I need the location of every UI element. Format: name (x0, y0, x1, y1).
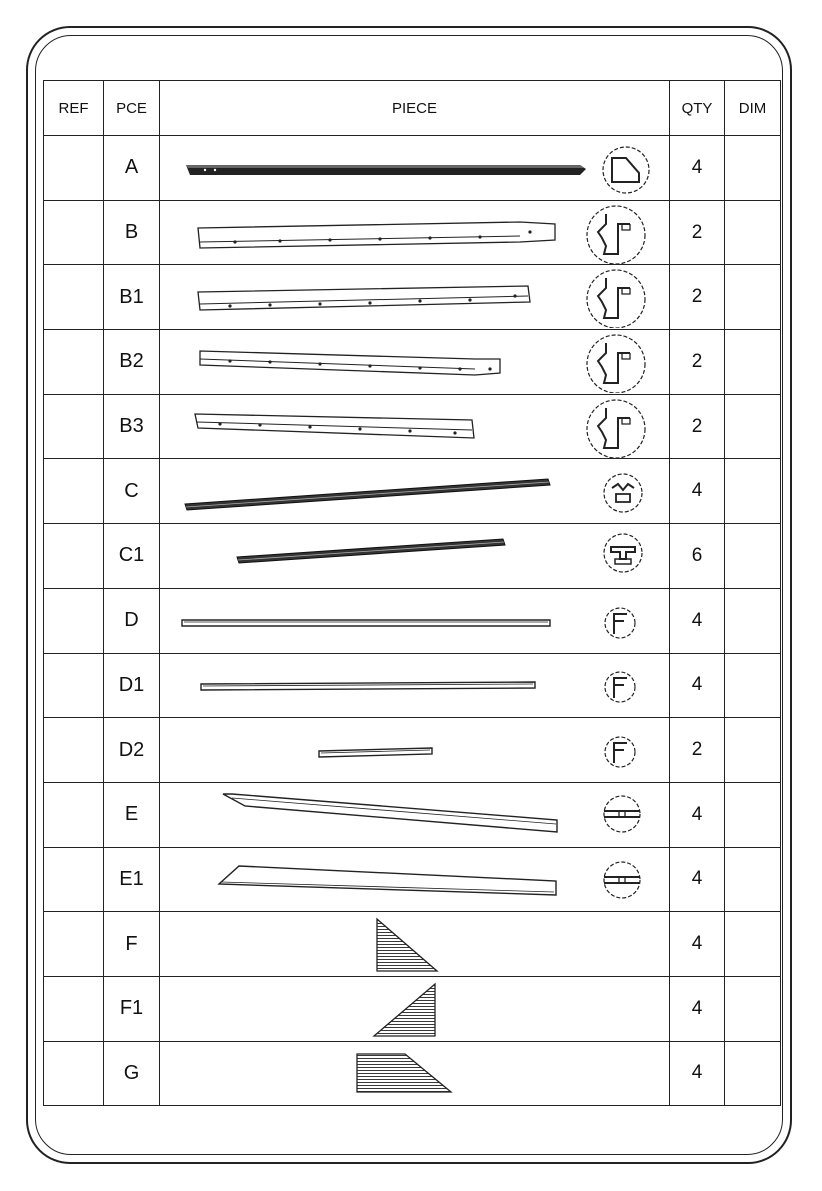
pce-cell: E (104, 782, 160, 847)
ref-cell (44, 782, 104, 847)
table-row (44, 588, 781, 653)
qty-cell: 4 (670, 653, 725, 718)
dim-cell (725, 718, 781, 783)
channel-profile-icon (587, 400, 645, 458)
flat-profile-icon (605, 672, 635, 702)
table-row (44, 200, 781, 265)
header-row (44, 81, 781, 136)
bar-profile-icon (604, 862, 640, 898)
table-row (44, 912, 781, 977)
channel-profile-icon (587, 270, 645, 328)
pce-cell: E1 (104, 847, 160, 912)
piece-cell (160, 1041, 670, 1106)
ref-cell (44, 1041, 104, 1106)
piece-cell (160, 653, 670, 718)
dim-cell (725, 653, 781, 718)
table-row (44, 1041, 781, 1106)
qty-cell: 2 (670, 265, 725, 330)
qty-cell: 4 (670, 976, 725, 1041)
piece-cell (160, 912, 670, 977)
qty-cell: 4 (670, 459, 725, 524)
piece-cell (160, 847, 670, 912)
pce-cell: C (104, 459, 160, 524)
ref-cell (44, 136, 104, 201)
ref-cell (44, 718, 104, 783)
header-dim: DIM (725, 81, 781, 136)
piece-drawing-b3 (160, 396, 670, 458)
dim-cell (725, 265, 781, 330)
table-row (44, 653, 781, 718)
ref-cell (44, 847, 104, 912)
qty-cell: 2 (670, 330, 725, 395)
dim-cell (725, 136, 781, 201)
triangle-panel-icon (374, 984, 435, 1036)
piece-cell (160, 524, 670, 589)
dim-cell (725, 394, 781, 459)
qty-cell: 2 (670, 200, 725, 265)
flat-profile-icon (605, 737, 635, 767)
ref-cell (44, 524, 104, 589)
qty-cell: 4 (670, 136, 725, 201)
table-row (44, 782, 781, 847)
dim-cell (725, 782, 781, 847)
pce-cell: D1 (104, 653, 160, 718)
flat-profile-icon (605, 608, 635, 638)
pce-cell: C1 (104, 524, 160, 589)
pce-cell: D (104, 588, 160, 653)
ref-cell (44, 588, 104, 653)
pce-cell: A (104, 136, 160, 201)
piece-drawing-b1 (160, 266, 670, 328)
piece-drawing-f (160, 913, 670, 975)
dim-cell (725, 524, 781, 589)
table-row (44, 976, 781, 1041)
ref-cell (44, 912, 104, 977)
channel-profile-icon (587, 206, 645, 264)
channel-profile-icon (587, 335, 645, 393)
qty-cell: 6 (670, 524, 725, 589)
piece-cell (160, 782, 670, 847)
bar-profile-icon (604, 796, 640, 832)
piece-cell (160, 330, 670, 395)
pce-cell: B (104, 200, 160, 265)
qty-cell: 4 (670, 588, 725, 653)
table-row (44, 459, 781, 524)
table-row (44, 265, 781, 330)
table-row (44, 136, 781, 201)
dim-cell (725, 976, 781, 1041)
pce-cell: B2 (104, 330, 160, 395)
piece-drawing-c (160, 460, 670, 522)
header-ref: REF (44, 81, 104, 136)
piece-drawing-a (160, 137, 670, 199)
qty-cell: 2 (670, 394, 725, 459)
piece-drawing-d2 (160, 719, 670, 781)
pce-cell: F (104, 912, 160, 977)
ref-cell (44, 653, 104, 718)
ref-cell (44, 976, 104, 1041)
dim-cell (725, 588, 781, 653)
ref-cell (44, 265, 104, 330)
piece-drawing-g (160, 1042, 670, 1104)
dim-cell (725, 200, 781, 265)
piece-drawing-e1 (160, 848, 670, 910)
triangle-panel-icon (377, 919, 437, 971)
piece-cell (160, 394, 670, 459)
piece-cell (160, 265, 670, 330)
dim-cell (725, 912, 781, 977)
header-pce: PCE (104, 81, 160, 136)
header-qty: QTY (670, 81, 725, 136)
qty-cell: 2 (670, 718, 725, 783)
piece-cell (160, 200, 670, 265)
piece-cell (160, 136, 670, 201)
piece-drawing-d1 (160, 654, 670, 716)
piece-drawing-e (160, 784, 670, 846)
pce-cell: B1 (104, 265, 160, 330)
piece-drawing-b (160, 202, 670, 264)
table-row (44, 330, 781, 395)
trapezoid-panel-icon (357, 1054, 451, 1092)
qty-cell: 4 (670, 1041, 725, 1106)
piece-drawing-d (160, 590, 670, 652)
pce-cell: F1 (104, 976, 160, 1041)
pce-cell: D2 (104, 718, 160, 783)
dim-cell (725, 1041, 781, 1106)
qty-cell: 4 (670, 782, 725, 847)
ref-cell (44, 200, 104, 265)
ref-cell (44, 330, 104, 395)
piece-cell (160, 976, 670, 1041)
piece-cell (160, 459, 670, 524)
tee-profile-icon (604, 534, 642, 572)
piece-drawing-f1 (160, 978, 670, 1040)
piece-drawing-c1 (160, 525, 670, 587)
table-row (44, 847, 781, 912)
ref-cell (44, 459, 104, 524)
ref-cell (44, 394, 104, 459)
piece-drawing-b2 (160, 331, 670, 393)
hat-profile-icon (604, 474, 642, 512)
pce-cell: G (104, 1041, 160, 1106)
table-row (44, 524, 781, 589)
header-piece: PIECE (160, 81, 670, 136)
piece-cell (160, 588, 670, 653)
parts-table (43, 80, 781, 1106)
table-row (44, 718, 781, 783)
angle-profile-icon (603, 147, 649, 193)
piece-cell (160, 718, 670, 783)
dim-cell (725, 459, 781, 524)
qty-cell: 4 (670, 847, 725, 912)
table-row (44, 394, 781, 459)
qty-cell: 4 (670, 912, 725, 977)
pce-cell: B3 (104, 394, 160, 459)
dim-cell (725, 847, 781, 912)
dim-cell (725, 330, 781, 395)
